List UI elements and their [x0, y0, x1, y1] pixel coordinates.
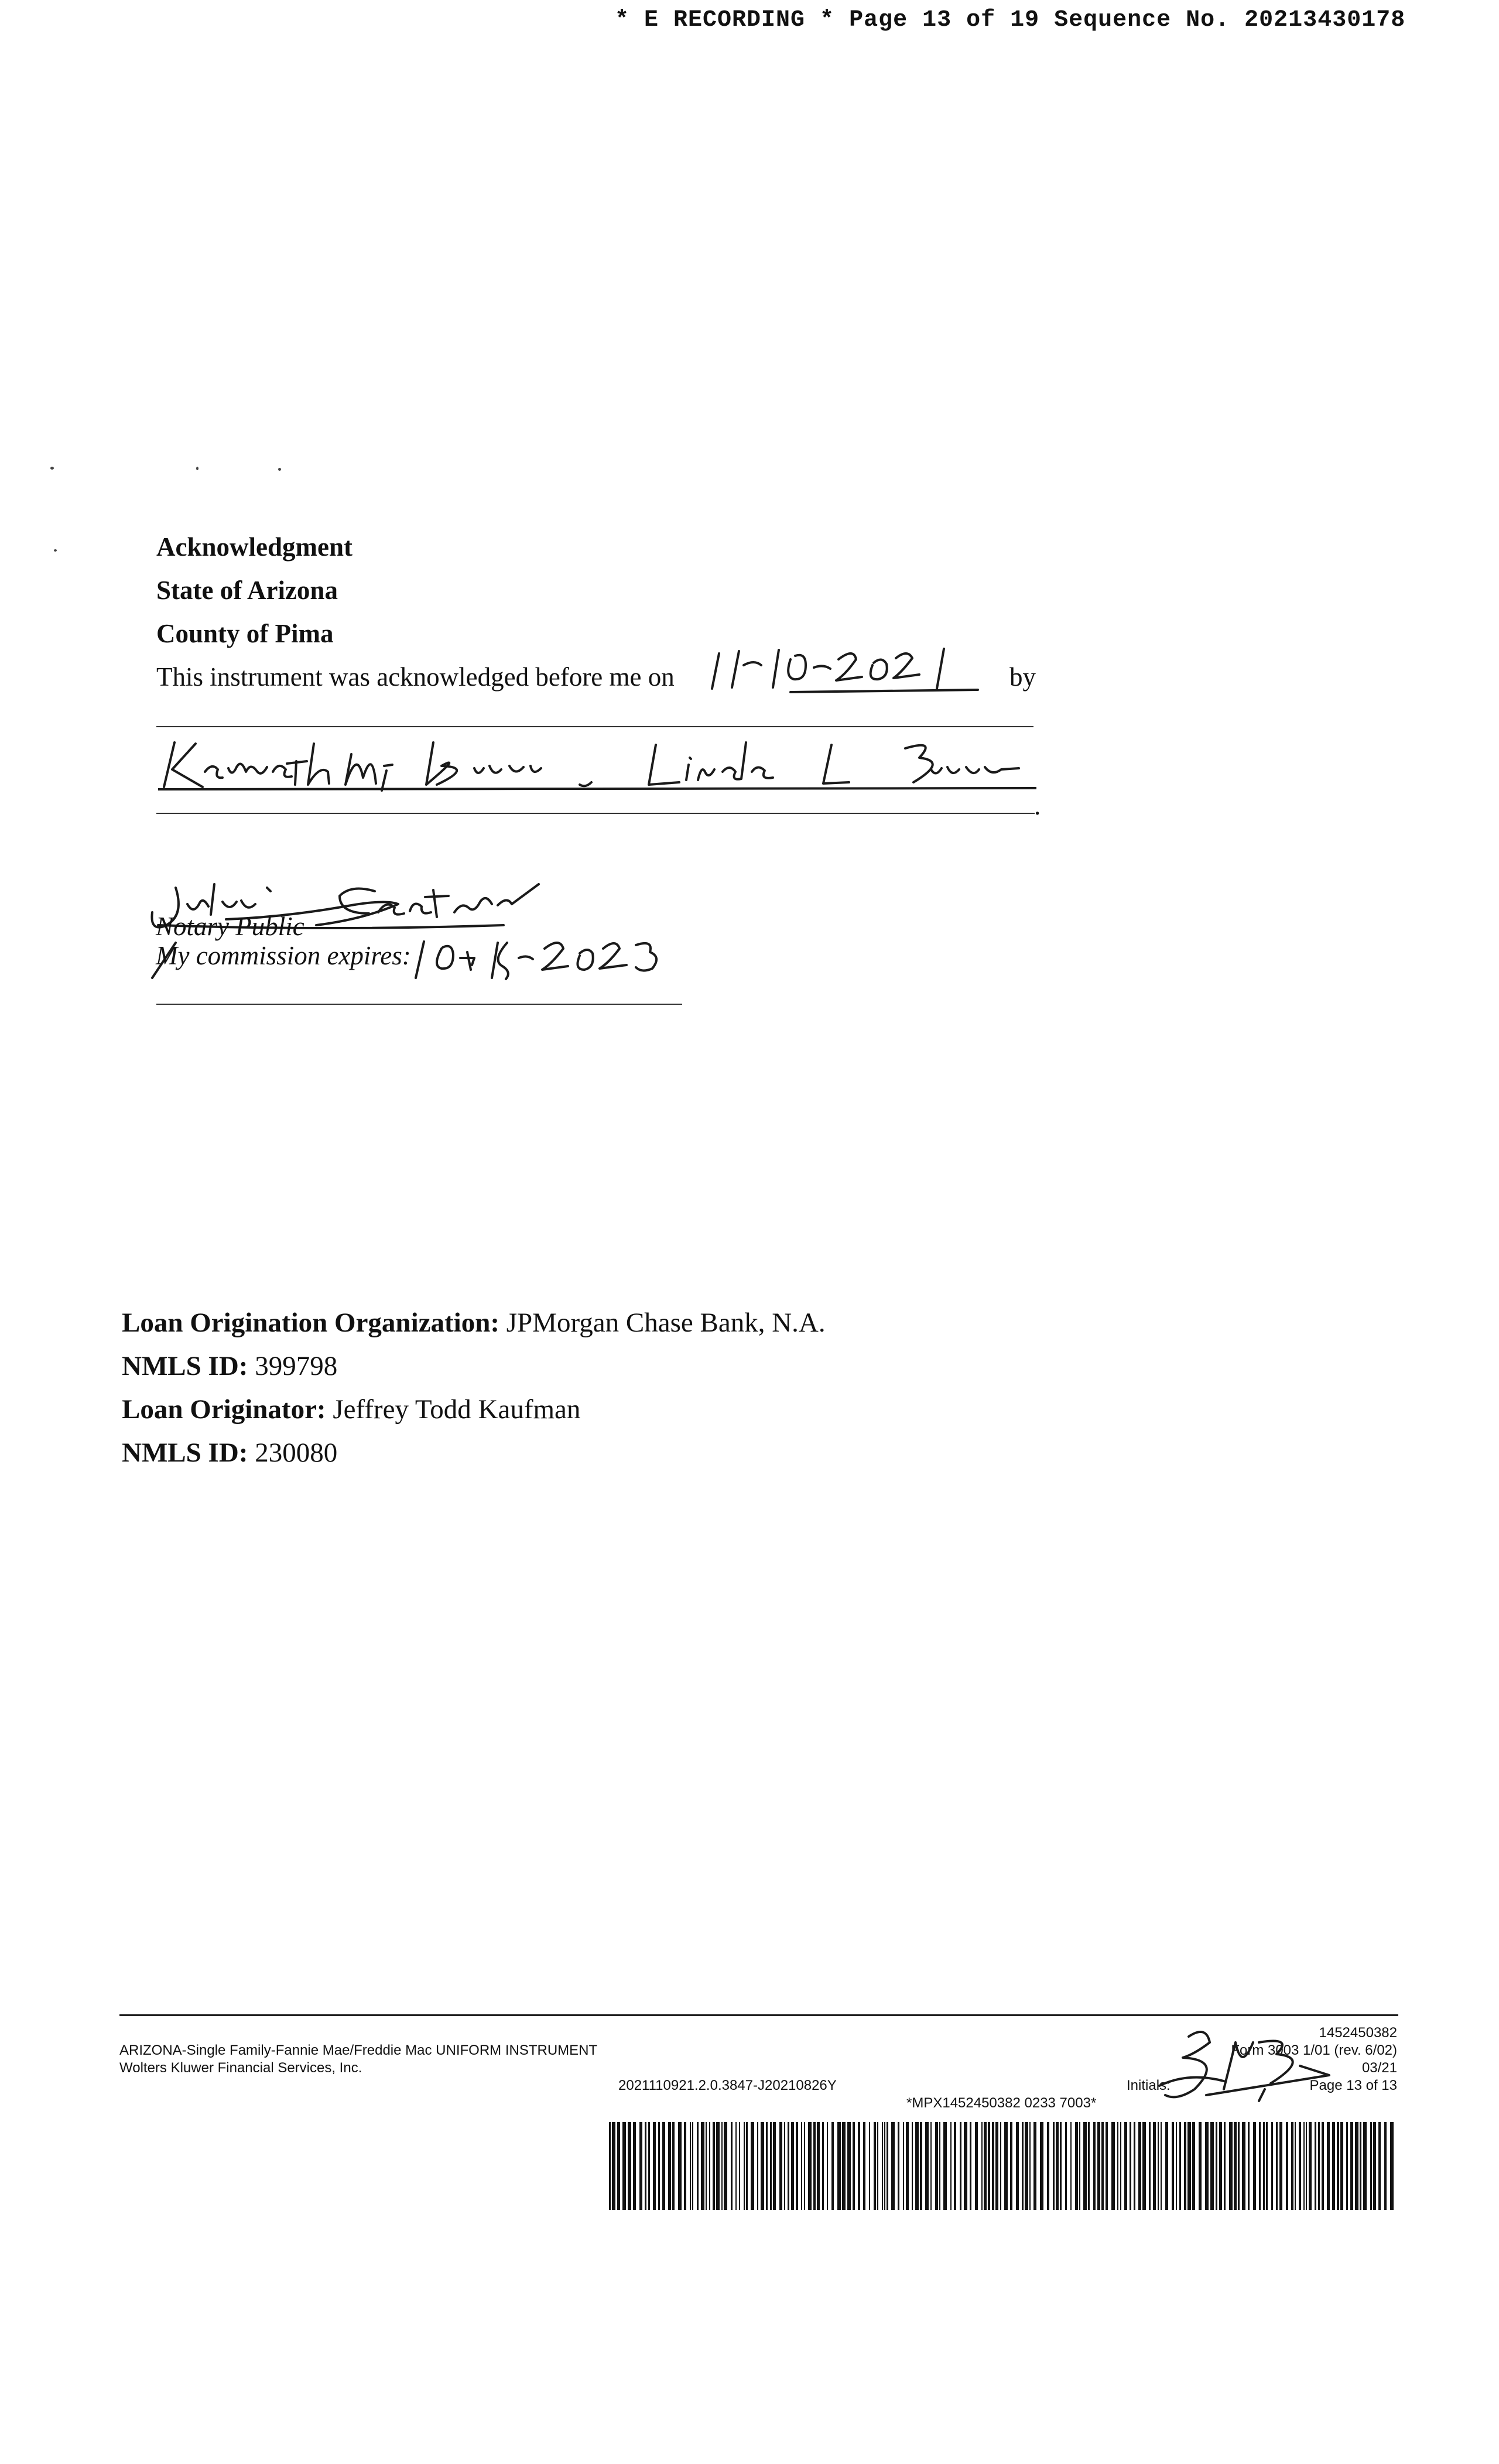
footer-revision: 03/21 — [1361, 2060, 1397, 2076]
footer-doc-code: 2021110921.2.0.3847-J20210826Y — [618, 2078, 837, 2093]
recording-header: * E RECORDING * Page 13 of 19 Sequence No. 20213430178 — [615, 7, 1406, 33]
footer-instrument-line: ARIZONA-Single Family-Fannie Mae/Freddie Mac UNIFORM INSTRUMENT — [119, 2042, 598, 2058]
barcode-bar — [1004, 2122, 1008, 2210]
barcode-bar — [1065, 2122, 1067, 2210]
barcode-bar — [817, 2122, 820, 2210]
barcode-bar — [744, 2122, 745, 2210]
barcode-bar — [988, 2122, 990, 2210]
barcode-bar — [617, 2122, 620, 2210]
originator-line — [122, 1394, 580, 1425]
barcode-bar — [706, 2122, 707, 2210]
barcode-bar — [1158, 2122, 1159, 2210]
barcode-bar — [992, 2122, 994, 2210]
signers-line-top — [156, 726, 1033, 727]
loan-org-line — [122, 1307, 826, 1339]
barcode-bar — [766, 2122, 768, 2210]
barcode-bar — [912, 2122, 913, 2210]
barcode-bar — [735, 2122, 737, 2210]
barcode-bar — [1161, 2122, 1162, 2210]
barcode-bar — [1101, 2122, 1104, 2210]
barcode-bar — [1238, 2122, 1240, 2210]
barcode-bar — [1242, 2122, 1245, 2210]
barcode-bar — [761, 2122, 764, 2210]
originator-value: Jeffrey Todd Kaufman — [333, 1394, 581, 1425]
barcode-bar — [858, 2122, 860, 2210]
barcode-bar — [1224, 2122, 1226, 2210]
barcode-bar — [678, 2122, 682, 2210]
barcode-bar — [863, 2122, 865, 2210]
barcode-bar — [930, 2122, 932, 2210]
handwritten-date — [703, 642, 1007, 694]
barcode-bar — [1306, 2122, 1307, 2210]
signers-line-bottom — [156, 813, 1035, 814]
barcode-bar — [1373, 2122, 1376, 2210]
barcode-bar — [995, 2122, 998, 2210]
originator-label: Loan Originator: — [122, 1394, 326, 1425]
barcode-bar — [981, 2122, 983, 2210]
nmls-value-2: 230080 — [255, 1438, 338, 1468]
barcode-bar — [970, 2122, 971, 2210]
barcode-bar — [716, 2122, 720, 2210]
barcode-bar — [1117, 2122, 1118, 2210]
barcode-bar — [709, 2122, 710, 2210]
barcode-bar — [950, 2122, 952, 2210]
barcode-bar — [1309, 2122, 1312, 2210]
barcode-bar — [903, 2122, 904, 2210]
barcode-bar — [1318, 2122, 1320, 2210]
barcode-bar — [672, 2122, 675, 2210]
barcode-bar — [1276, 2122, 1278, 2210]
barcode-bar — [1088, 2122, 1090, 2210]
barcode-bar — [1025, 2122, 1028, 2210]
commission-line — [156, 1004, 682, 1005]
barcode-bar — [804, 2122, 805, 2210]
barcode-bar — [791, 2122, 794, 2210]
barcode-bar — [1134, 2122, 1135, 2210]
barcode-bar — [1022, 2122, 1024, 2210]
barcode-bar — [877, 2122, 878, 2210]
initials-handwritten — [1154, 2019, 1341, 2107]
barcode-text: *MPX1452450382 0233 7003* — [906, 2095, 1097, 2111]
loan-org-value: JPMorgan Chase Bank, N.A. — [506, 1308, 826, 1338]
barcode-bar — [690, 2122, 691, 2210]
barcode-bar — [1187, 2122, 1191, 2210]
barcode-bar — [1083, 2122, 1087, 2210]
barcode-bar — [773, 2122, 776, 2210]
barcode-bar — [1234, 2122, 1237, 2210]
barcode-bar — [721, 2122, 723, 2210]
barcode-bar — [770, 2122, 772, 2210]
barcode-bar — [713, 2122, 715, 2210]
barcode-bar — [1130, 2122, 1131, 2210]
barcode-bar — [701, 2122, 704, 2210]
barcode-bar — [939, 2122, 940, 2210]
barcode-bar — [1184, 2122, 1186, 2210]
nmls-value-1: 399798 — [255, 1351, 338, 1381]
barcode-bar — [1229, 2122, 1233, 2210]
barcode-bar — [1205, 2122, 1209, 2210]
barcode-bar — [1179, 2122, 1181, 2210]
barcode-bar — [779, 2122, 782, 2210]
barcode-bar — [1303, 2122, 1305, 2210]
barcode-bar — [1370, 2122, 1372, 2210]
scan-speck — [196, 467, 199, 470]
barcode-bar — [1263, 2122, 1265, 2210]
barcode-bar — [1299, 2122, 1301, 2210]
barcode-bar — [874, 2122, 876, 2210]
barcode-bar — [1176, 2122, 1177, 2210]
county-line: County of Pima — [156, 619, 334, 648]
footer-publisher-line: Wolters Kluwer Financial Services, Inc. — [119, 2060, 362, 2076]
notary-public-label: Notary Public — [156, 912, 304, 941]
barcode-bar — [808, 2122, 812, 2210]
barcode-bar — [1390, 2122, 1394, 2210]
barcode-bar — [827, 2122, 828, 2210]
barcode-bar — [1216, 2122, 1217, 2210]
barcode-bar — [1384, 2122, 1387, 2210]
barcode-bar — [1346, 2122, 1348, 2210]
barcode-bar — [1350, 2122, 1353, 2210]
barcode-bar — [658, 2122, 660, 2210]
footer-form-line: Form 3003 1/01 (rev. 6/02) — [1231, 2042, 1397, 2058]
barcode-bar — [648, 2122, 650, 2210]
barcode-bar — [653, 2122, 656, 2210]
barcode-bar — [975, 2122, 978, 2210]
barcode-bar — [925, 2122, 929, 2210]
barcode-bar — [887, 2122, 888, 2210]
scan-speck — [50, 467, 54, 470]
barcode-bar — [1327, 2122, 1330, 2210]
initials-label: Initials: — [1127, 2078, 1171, 2093]
barcode-bar — [882, 2122, 883, 2210]
barcode-bar — [1142, 2122, 1146, 2210]
commission-label: My commission expires: — [156, 941, 411, 970]
barcode-bar — [1363, 2122, 1367, 2210]
barcode-bar — [943, 2122, 947, 2210]
by-text: by — [1009, 662, 1036, 692]
barcode-bar — [1138, 2122, 1141, 2210]
barcode-bar — [1219, 2122, 1222, 2210]
barcode-bar — [612, 2122, 615, 2210]
barcode-bar — [1124, 2122, 1127, 2210]
barcode-bar — [1315, 2122, 1316, 2210]
barcode-bar — [1010, 2122, 1012, 2210]
barcode-bar — [847, 2122, 851, 2210]
barcode-bar — [935, 2122, 938, 2210]
barcode-bar — [1210, 2122, 1214, 2210]
barcode-bar — [891, 2122, 895, 2210]
barcode-bar — [1199, 2122, 1202, 2210]
barcode-bar — [1097, 2122, 1100, 2210]
barcode-bar — [1056, 2122, 1059, 2210]
barcode-bar — [1016, 2122, 1019, 2210]
barcode-bar — [692, 2122, 693, 2210]
barcode-bar — [1248, 2122, 1250, 2210]
barcode-bar — [1040, 2122, 1043, 2210]
barcode-bar — [1253, 2122, 1256, 2210]
barcode-bar — [751, 2122, 754, 2210]
barcode-bar — [1291, 2122, 1293, 2210]
barcode-bar — [1340, 2122, 1343, 2210]
barcode-bar — [813, 2122, 816, 2210]
barcode-bar — [1047, 2122, 1049, 2210]
scan-speck — [54, 549, 57, 552]
instrument-text: This instrument was acknowledged before me on — [156, 662, 675, 692]
barcode-bar — [906, 2122, 909, 2210]
barcode-bar — [1033, 2122, 1036, 2210]
barcode-bar — [831, 2122, 834, 2210]
barcode-bar — [984, 2122, 987, 2210]
barcode-bar — [1337, 2122, 1339, 2210]
barcode-bar — [622, 2122, 626, 2210]
barcode-bar — [1153, 2122, 1156, 2210]
barcode-bar — [1106, 2122, 1108, 2210]
barcode-bar — [1322, 2122, 1324, 2210]
barcode-bar — [853, 2122, 855, 2210]
nmls-line-1 — [122, 1350, 337, 1382]
barcode-bar — [731, 2122, 733, 2210]
barcode-bar — [1111, 2122, 1115, 2210]
barcode-bar — [801, 2122, 802, 2210]
barcode-bar — [837, 2122, 841, 2210]
nmls-label-1: NMLS ID: — [122, 1351, 248, 1381]
barcode-bar — [1286, 2122, 1288, 2210]
barcode-bar — [884, 2122, 885, 2210]
barcode-bar — [739, 2122, 740, 2210]
barcode-bar — [1172, 2122, 1174, 2210]
barcode-bar — [1360, 2122, 1361, 2210]
barcode-bar — [1029, 2122, 1031, 2210]
barcode-bar — [684, 2122, 686, 2210]
barcode-bar — [788, 2122, 789, 2210]
barcode-bar — [1266, 2122, 1268, 2210]
barcode-bar — [628, 2122, 631, 2210]
barcode-bar — [609, 2122, 611, 2210]
barcode-bar — [757, 2122, 758, 2210]
barcode-bar — [1192, 2122, 1195, 2210]
footer-rule — [119, 2014, 1398, 2016]
barcode-bar — [1053, 2122, 1055, 2210]
barcode-bar — [1000, 2122, 1001, 2210]
barcode-bar — [697, 2122, 699, 2210]
handwritten-signers — [158, 731, 1036, 795]
barcode-bar — [915, 2122, 919, 2210]
barcode — [609, 2122, 1394, 2210]
barcode-bar — [633, 2122, 636, 2210]
barcode-bar — [746, 2122, 748, 2210]
barcode-bar — [1060, 2122, 1062, 2210]
signers-period: . — [1034, 791, 1041, 820]
nmls-label-2: NMLS ID: — [122, 1438, 248, 1468]
barcode-bar — [954, 2122, 956, 2210]
acknowledgment-title: Acknowledgment — [156, 532, 352, 562]
barcode-bar — [1079, 2122, 1080, 2210]
barcode-bar — [796, 2122, 798, 2210]
barcode-bar — [920, 2122, 922, 2210]
barcode-bar — [1149, 2122, 1151, 2210]
barcode-bar — [1093, 2122, 1096, 2210]
barcode-bar — [898, 2122, 899, 2210]
barcode-bar — [1295, 2122, 1296, 2210]
barcode-bar — [1120, 2122, 1121, 2210]
footer-page-line: Page 13 of 13 — [1309, 2078, 1397, 2093]
state-line: State of Arizona — [156, 576, 338, 605]
barcode-bar — [842, 2122, 846, 2210]
scan-speck — [278, 468, 281, 471]
barcode-bar — [1355, 2122, 1358, 2210]
barcode-bar — [1075, 2122, 1078, 2210]
loan-org-label: Loan Origination Organization: — [122, 1308, 499, 1338]
commission-date-handwritten — [404, 931, 709, 984]
nmls-line-2 — [122, 1437, 337, 1469]
barcode-bar — [1165, 2122, 1168, 2210]
barcode-bar — [964, 2122, 967, 2210]
barcode-bar — [960, 2122, 961, 2210]
barcode-bar — [1070, 2122, 1072, 2210]
barcode-bar — [1332, 2122, 1335, 2210]
barcode-bar — [1271, 2122, 1273, 2210]
barcode-bar — [668, 2122, 671, 2210]
footer-loan-number: 1452450382 — [1319, 2025, 1397, 2041]
barcode-bar — [822, 2122, 824, 2210]
barcode-bar — [869, 2122, 870, 2210]
barcode-bar — [1378, 2122, 1381, 2210]
barcode-bar — [1259, 2122, 1261, 2210]
barcode-bar — [645, 2122, 646, 2210]
barcode-bar — [662, 2122, 665, 2210]
barcode-bar — [639, 2122, 642, 2210]
barcode-bar — [724, 2122, 727, 2210]
barcode-bar — [784, 2122, 785, 2210]
barcode-bar — [1279, 2122, 1282, 2210]
